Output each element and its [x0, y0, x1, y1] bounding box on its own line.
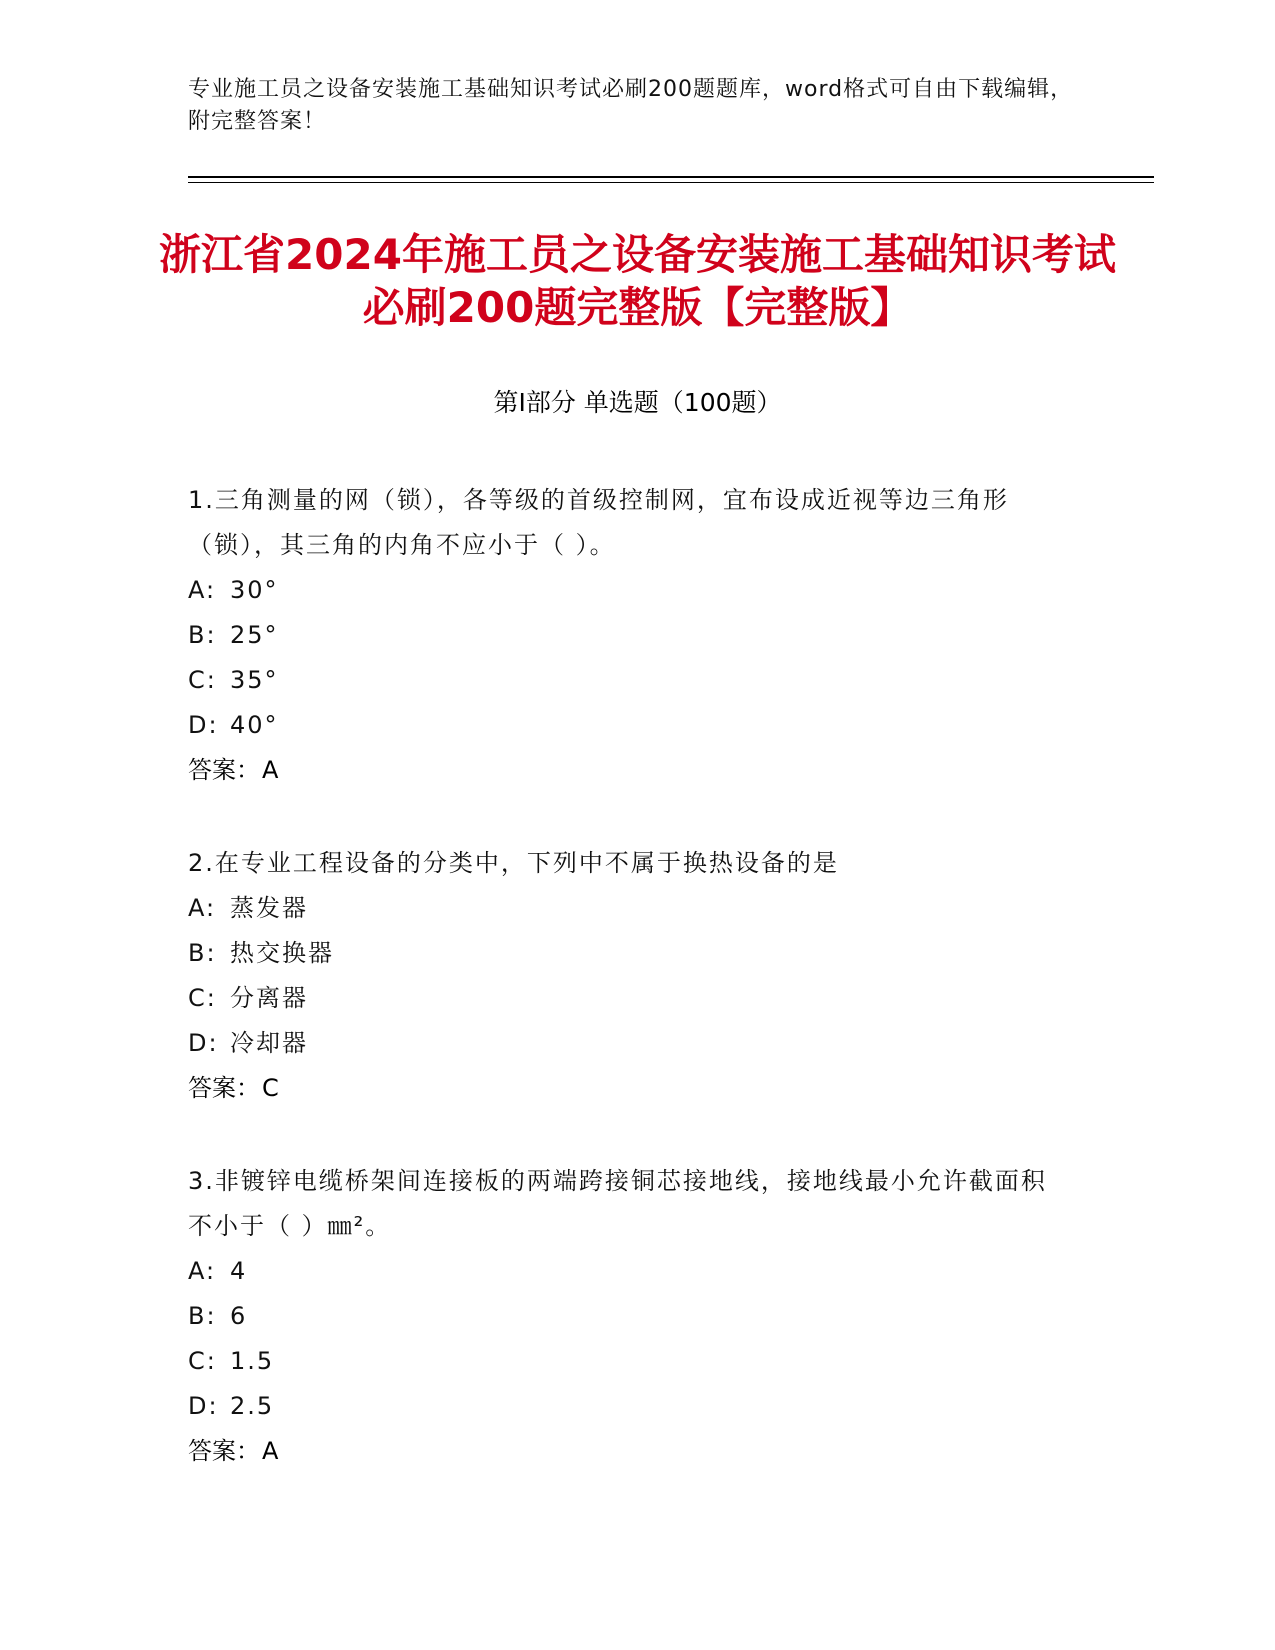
option-c [188, 658, 1068, 703]
answer-value: C [262, 1074, 279, 1102]
option-b [188, 613, 1068, 658]
option-c [188, 976, 1068, 1021]
option-a [188, 568, 1068, 613]
option-text: 25° [230, 621, 279, 649]
header-divider-thin [188, 182, 1154, 183]
answer-value: A [262, 756, 279, 784]
question-list [188, 478, 1068, 1522]
option-d [188, 1384, 1068, 1429]
option-c [188, 1339, 1068, 1384]
option-text: 6 [230, 1302, 248, 1330]
answer-label: 答案： [188, 1074, 260, 1102]
option-key: B: [188, 1302, 217, 1330]
option-key: D: [188, 1029, 219, 1057]
question-1 [188, 478, 1068, 793]
section-heading: 第Ⅰ部分 单选题（100题） [493, 388, 782, 417]
option-text: 2.5 [230, 1392, 275, 1420]
option-key: A: [188, 894, 217, 922]
option-text: 4 [230, 1257, 248, 1285]
question-2 [188, 841, 1068, 1111]
option-key: B: [188, 621, 217, 649]
option-text: 蒸发器 [230, 894, 308, 922]
option-b [188, 931, 1068, 976]
document-title: 浙江省2024年施工员之设备安装施工基础知识考试必刷200题完整版【完整版】 [159, 230, 1116, 332]
option-key: C: [188, 666, 217, 694]
option-text: 30° [230, 576, 279, 604]
option-key: A: [188, 576, 217, 604]
answer-label: 答案： [188, 756, 260, 784]
question-stem: 1.三角测量的网（锁），各等级的首级控制网，宜布设成近视等边三角形（锁），其三角的内角不应小于（ ）。 [188, 486, 1009, 559]
answer-line [188, 1066, 1068, 1111]
answer-line [188, 748, 1068, 793]
option-b [188, 1294, 1068, 1339]
option-key: C: [188, 1347, 217, 1375]
option-key: B: [188, 939, 217, 967]
answer-value: A [262, 1437, 279, 1465]
option-text: 35° [230, 666, 279, 694]
question-3 [188, 1159, 1068, 1474]
option-key: C: [188, 984, 217, 1012]
option-a [188, 1249, 1068, 1294]
option-key: D: [188, 1392, 219, 1420]
option-key: A: [188, 1257, 217, 1285]
option-text: 40° [230, 711, 279, 739]
option-text: 冷却器 [230, 1029, 308, 1057]
question-stem: 2.在专业工程设备的分类中，下列中不属于换热设备的是 [188, 849, 839, 877]
option-key: D: [188, 711, 219, 739]
option-d [188, 703, 1068, 748]
option-text: 1.5 [230, 1347, 275, 1375]
question-stem: 3.非镀锌电缆桥架间连接板的两端跨接铜芯接地线，接地线最小允许截面积不小于（ ）㎜²。 [188, 1167, 1047, 1240]
answer-label: 答案： [188, 1437, 260, 1465]
header-note: 专业施工员之设备安装施工基础知识考试必刷200题题库，word格式可自由下载编辑，附完整答案！ [188, 77, 1074, 134]
header-divider-thick [188, 176, 1154, 178]
option-d [188, 1021, 1068, 1066]
option-text: 分离器 [230, 984, 308, 1012]
option-a [188, 886, 1068, 931]
option-text: 热交换器 [230, 939, 334, 967]
answer-line [188, 1429, 1068, 1474]
